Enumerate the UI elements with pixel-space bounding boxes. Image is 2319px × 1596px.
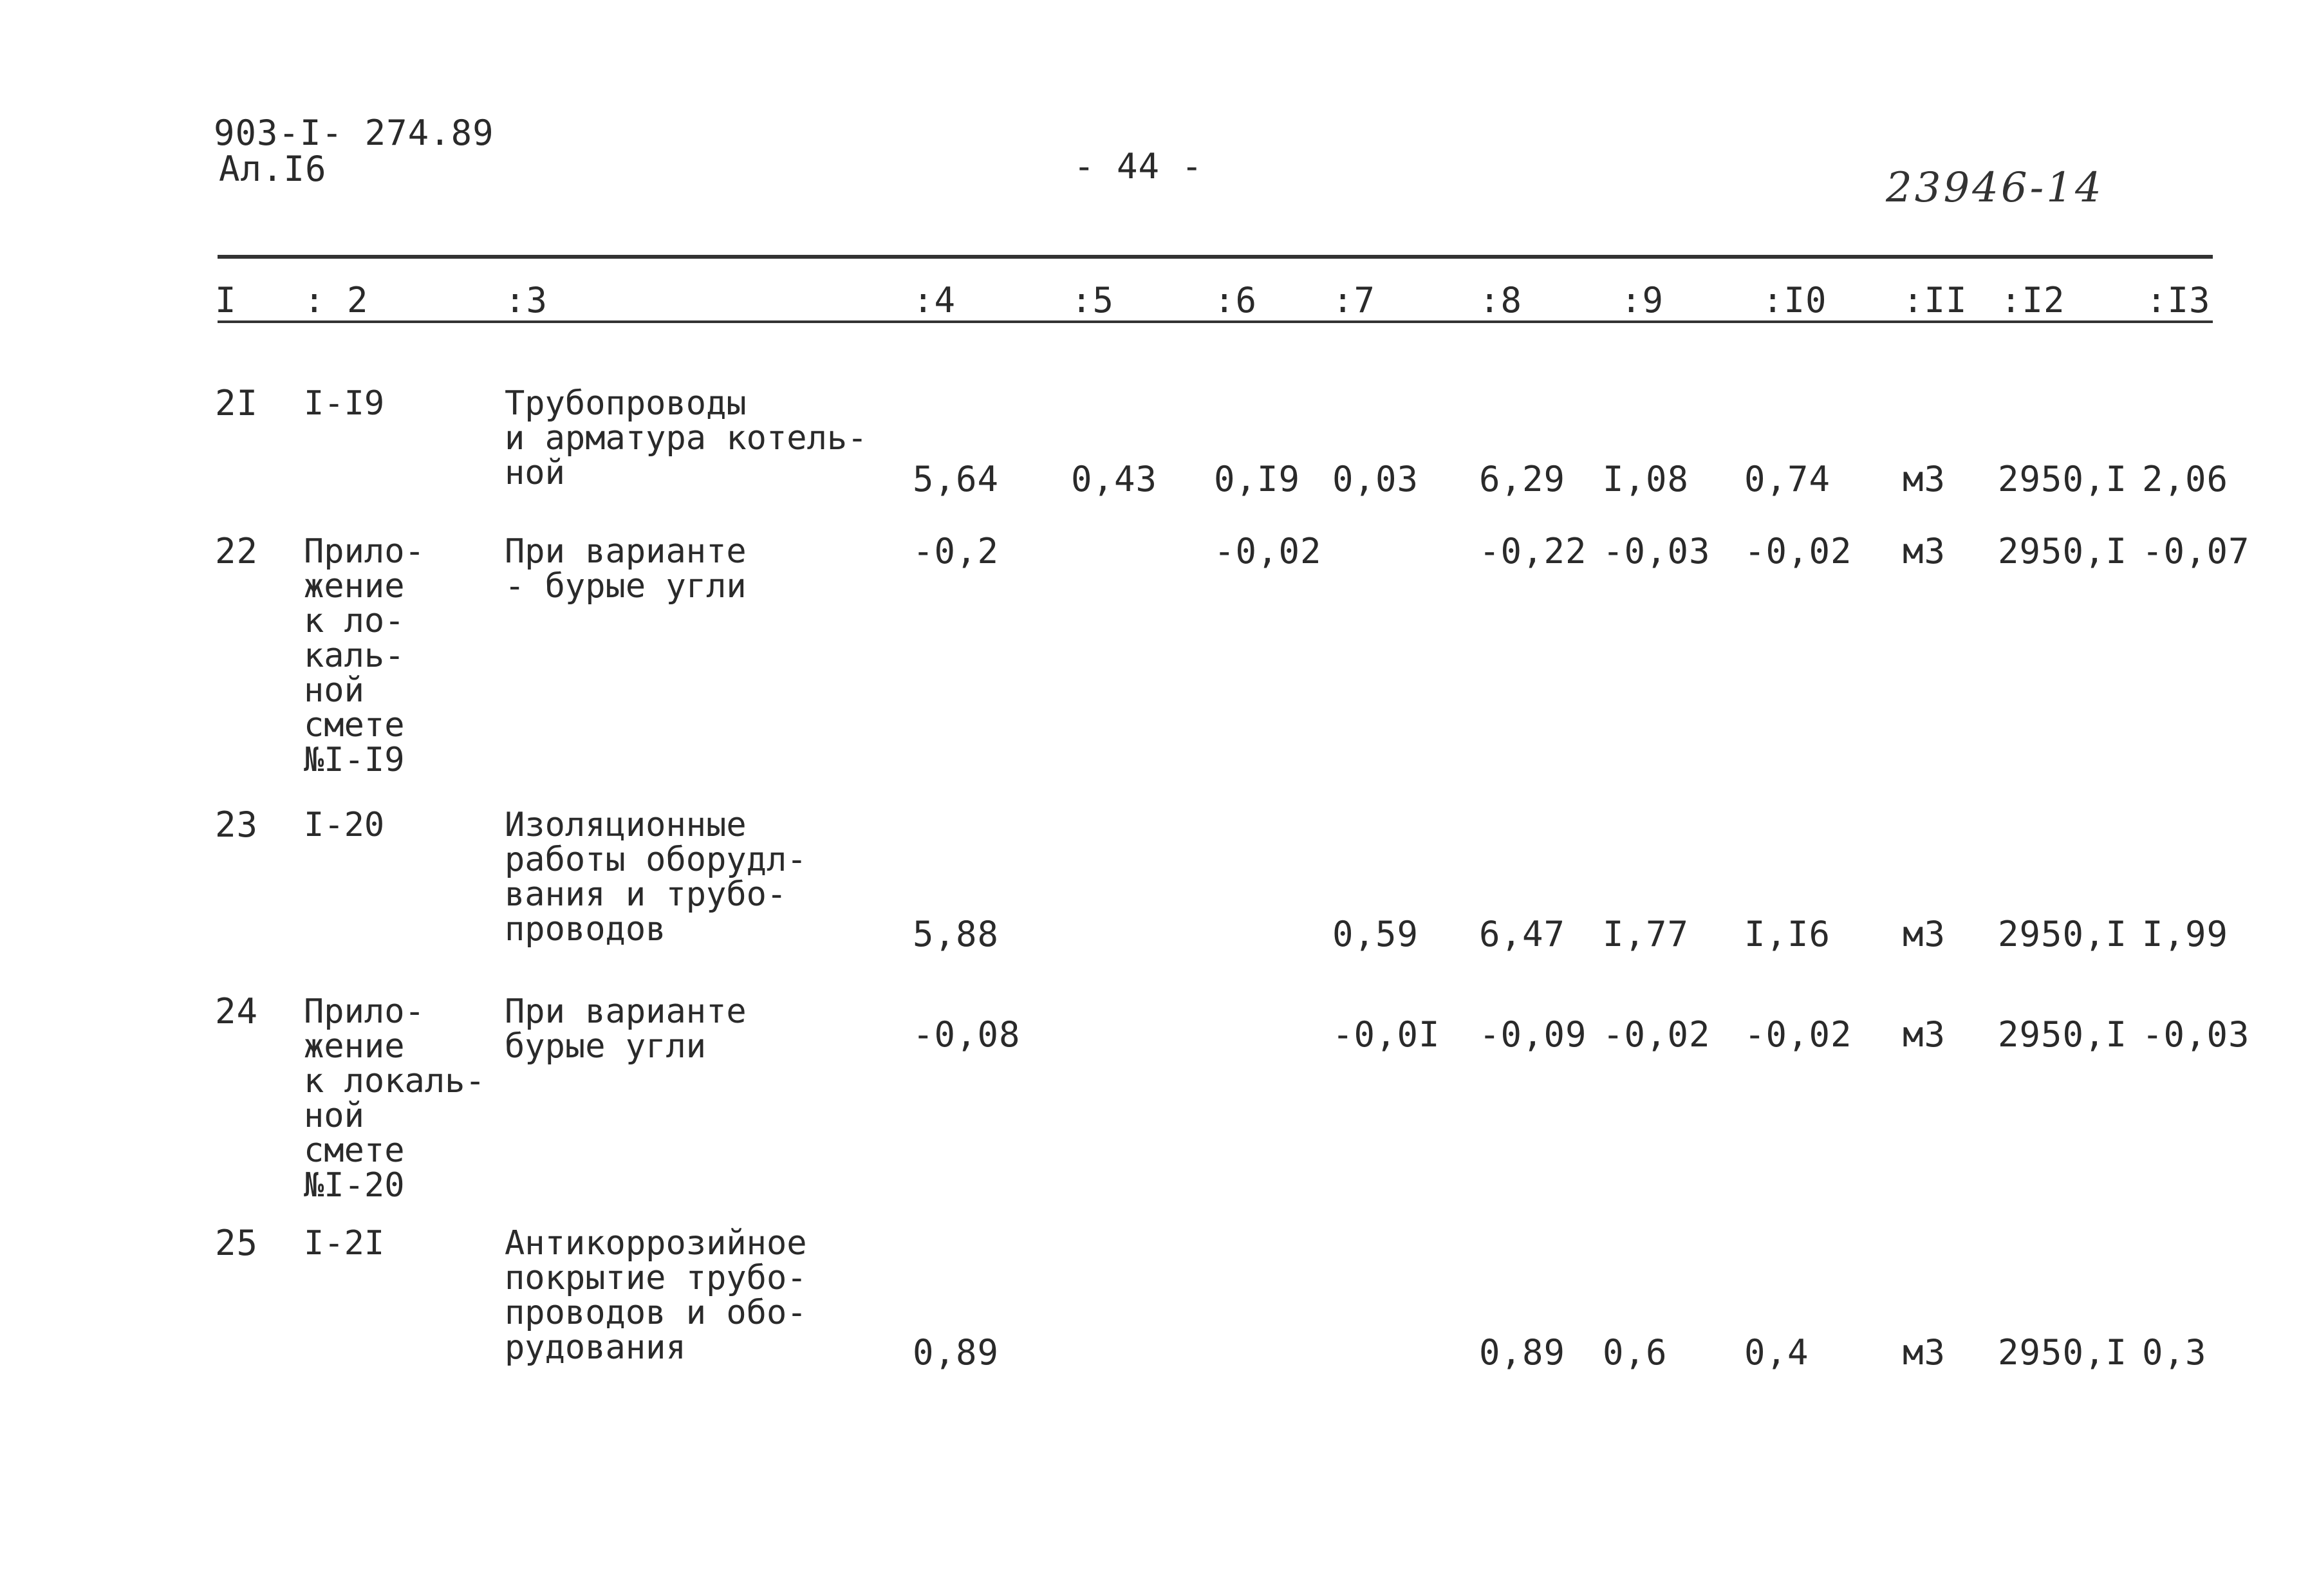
cell-c9: -0,02 <box>1603 1014 1711 1055</box>
row-code: Прило- жение к ло- каль- ной смете №I-I9 <box>304 532 425 779</box>
cell-c13: -0,03 <box>2142 1014 2250 1055</box>
cell-c10: -0,02 <box>1744 531 1852 571</box>
row-number: 24 <box>215 991 259 1032</box>
column-header-5: :5 <box>1071 280 1115 320</box>
cell-c8: 6,47 <box>1479 914 1566 954</box>
column-header-6: :6 <box>1214 280 1258 320</box>
row-number: 2I <box>215 383 259 423</box>
cell-c12: 2950,I <box>1998 1014 2128 1055</box>
cell-c4: 5,64 <box>913 459 1000 499</box>
cell-c12: 2950,I <box>1998 1332 2128 1373</box>
cell-c10: 0,74 <box>1744 459 1831 499</box>
cell-c7: 0,03 <box>1332 459 1419 499</box>
row-number: 25 <box>215 1223 259 1263</box>
cell-c6: 0,I9 <box>1214 459 1301 499</box>
sheet-label: Ал.I6 <box>219 149 327 189</box>
column-header-3: :3 <box>505 280 548 320</box>
cell-c10: -0,02 <box>1744 1014 1852 1055</box>
column-header-9: :9 <box>1621 280 1664 320</box>
cell-c11: м3 <box>1903 914 1946 954</box>
cell-c9: 0,6 <box>1603 1332 1668 1373</box>
row-code: I-2I <box>304 1224 385 1263</box>
column-header-1: I <box>215 280 237 320</box>
column-header-8: :8 <box>1479 280 1523 320</box>
row-description: Трубопроводы и арматура котель- ной <box>505 384 868 492</box>
cell-c13: 2,06 <box>2142 459 2229 499</box>
cell-c13: 0,3 <box>2142 1332 2207 1373</box>
cell-c8: 6,29 <box>1479 459 1566 499</box>
cell-c7: -0,0I <box>1332 1014 1440 1055</box>
cell-c4: 0,89 <box>913 1332 1000 1373</box>
cell-c10: I,I6 <box>1744 914 1831 954</box>
cell-c11: м3 <box>1903 1332 1946 1373</box>
column-header-12: :I2 <box>2000 280 2065 320</box>
header-top-rule <box>218 255 2213 259</box>
cell-c9: -0,03 <box>1603 531 1711 571</box>
column-header-13: :I3 <box>2146 280 2211 320</box>
cell-c13: -0,07 <box>2142 531 2250 571</box>
cell-c10: 0,4 <box>1744 1332 1809 1373</box>
cell-c8: 0,89 <box>1479 1332 1566 1373</box>
column-header-7: :7 <box>1332 280 1376 320</box>
cell-c11: м3 <box>1903 1014 1946 1055</box>
column-header-2: : 2 <box>304 280 369 320</box>
column-header-10: :I0 <box>1762 280 1827 320</box>
column-header-4: :4 <box>913 280 956 320</box>
cell-c11: м3 <box>1903 531 1946 571</box>
page-number: - 44 - <box>1074 146 1204 187</box>
cell-c12: 2950,I <box>1998 531 2128 571</box>
document-code: 903-I- 274.89 <box>214 113 494 153</box>
cell-c4: -0,2 <box>913 531 1000 571</box>
cell-c4: 5,88 <box>913 914 1000 954</box>
row-code: I-I9 <box>304 384 385 423</box>
cell-c11: м3 <box>1903 459 1946 499</box>
header-bottom-rule <box>218 320 2213 323</box>
column-header-11: :II <box>1903 280 1968 320</box>
cell-c13: I,99 <box>2142 914 2229 954</box>
row-number: 22 <box>215 531 259 571</box>
cell-c9: I,08 <box>1603 459 1690 499</box>
row-description: Антикоррозийное покрытие трубо- проводов и обо- рудования <box>505 1224 807 1367</box>
cell-c6: -0,02 <box>1214 531 1322 571</box>
row-code: I-20 <box>304 806 385 844</box>
row-description: При варианте - бурые угли <box>505 532 747 606</box>
row-number: 23 <box>215 804 259 845</box>
row-description: Изоляционные работы оборудл- вания и трубо- проводов <box>505 806 807 949</box>
row-code: Прило- жение к локаль- ной смете №I-20 <box>304 992 485 1205</box>
cell-c9: I,77 <box>1603 914 1690 954</box>
handwritten-number: 23946-14 <box>1886 164 2104 212</box>
cell-c5: 0,43 <box>1071 459 1158 499</box>
cell-c12: 2950,I <box>1998 914 2128 954</box>
cell-c4: -0,08 <box>913 1014 1021 1055</box>
cell-c8: -0,22 <box>1479 531 1587 571</box>
cell-c12: 2950,I <box>1998 459 2128 499</box>
cell-c8: -0,09 <box>1479 1014 1587 1055</box>
cell-c7: 0,59 <box>1332 914 1419 954</box>
row-description: При варианте бурые угли <box>505 992 747 1066</box>
